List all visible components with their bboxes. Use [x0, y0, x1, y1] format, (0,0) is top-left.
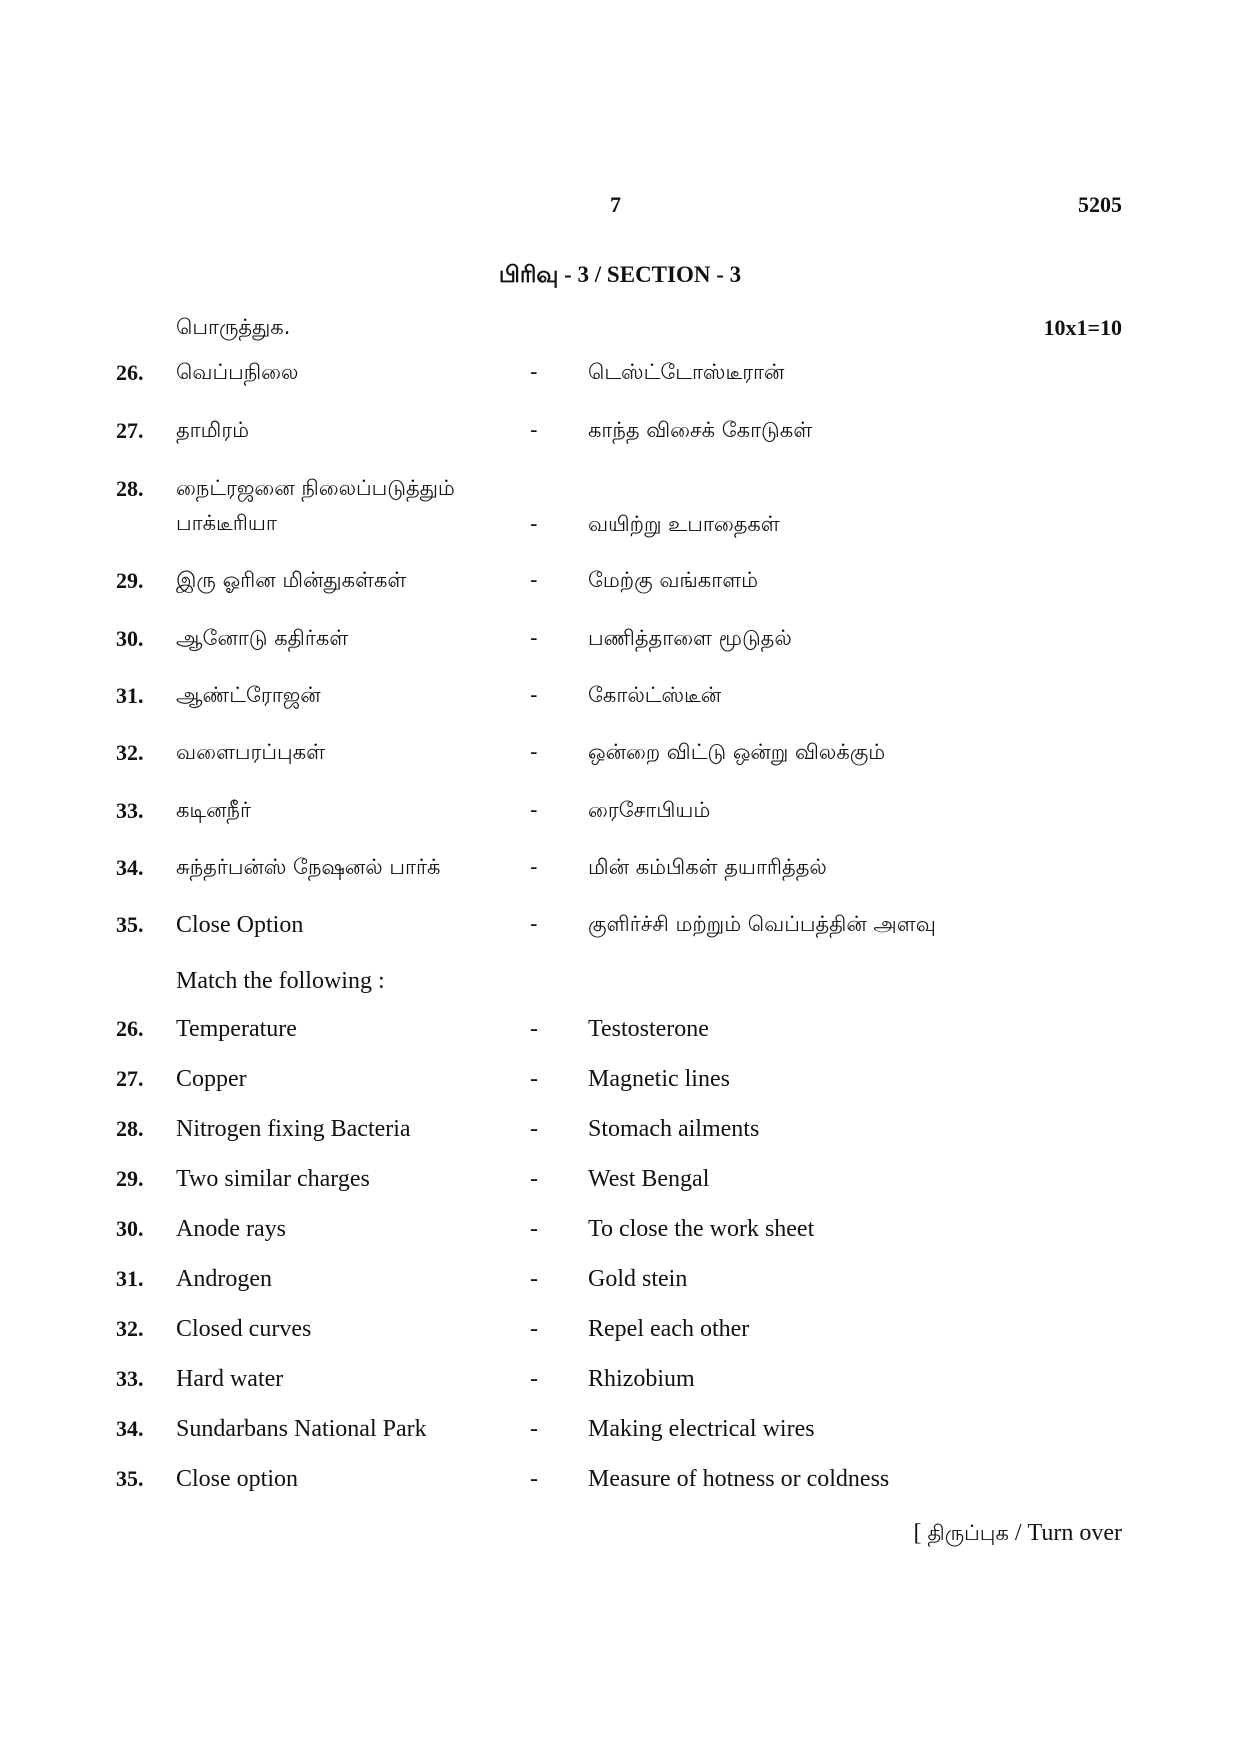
question-number: 28.: [116, 476, 144, 501]
separator-dash: -: [530, 1216, 538, 1242]
question-number: 33.: [116, 1366, 144, 1391]
left-term: Anode rays: [176, 1216, 286, 1242]
left-term: Close option: [176, 1466, 299, 1492]
separator-dash: -: [530, 1166, 538, 1192]
question-number: 31.: [116, 683, 144, 708]
left-term: Nitrogen fixing Bacteria: [176, 1116, 411, 1142]
right-term: Magnetic lines: [588, 1066, 730, 1092]
right-term: பணித்தாளை மூடுதல்: [588, 626, 792, 650]
right-term: ரைசோபியம்: [588, 798, 711, 822]
right-term: குளிர்ச்சி மற்றும் வெப்பத்தின் அளவு: [588, 912, 936, 936]
question-number: 27.: [116, 1066, 144, 1091]
list-item: [0, 1266, 1240, 1306]
list-item: [0, 683, 1240, 723]
right-term: To close the work sheet: [588, 1216, 815, 1242]
question-number: 31.: [116, 1266, 144, 1291]
list-item: [0, 1166, 1240, 1206]
right-term: Stomach ailments: [588, 1116, 760, 1142]
paper-code: 5205: [1078, 192, 1122, 217]
question-number: 35.: [116, 1466, 144, 1491]
left-term: வளைபரப்புகள்: [176, 740, 326, 764]
left-term: Close Option: [176, 912, 304, 938]
question-number: 30.: [116, 626, 144, 651]
left-term: வெப்பநிலை: [176, 360, 299, 384]
question-number: 29.: [116, 568, 144, 593]
separator-dash: -: [530, 1316, 538, 1342]
separator-dash: -: [530, 626, 538, 650]
question-number: 27.: [116, 418, 144, 443]
question-number: 26.: [116, 360, 144, 385]
right-term: Testosterone: [588, 1016, 709, 1042]
list-item: [0, 1316, 1240, 1356]
left-term: இரு ஓரின மின்துகள்கள்: [176, 568, 407, 592]
right-term: Gold stein: [588, 1266, 688, 1292]
separator-dash: -: [530, 1416, 538, 1442]
question-number: 34.: [116, 1416, 144, 1441]
right-term: ஒன்றை விட்டு ஒன்று விலக்கும்: [588, 740, 886, 764]
right-term: West Bengal: [588, 1166, 710, 1192]
separator-dash: -: [530, 683, 538, 707]
separator-dash: -: [530, 798, 538, 822]
turn-over-footer: [914, 1520, 1122, 1548]
page-number: 7: [610, 192, 621, 217]
separator-dash: -: [530, 1066, 538, 1092]
left-term-line-2: பாக்டீரியா: [176, 511, 277, 535]
left-term: Two similar charges: [176, 1166, 370, 1192]
right-term: மேற்கு வங்காளம்: [588, 568, 759, 592]
question-number: 33.: [116, 798, 144, 823]
list-item: [0, 1116, 1240, 1156]
question-number: 29.: [116, 1166, 144, 1191]
question-number: 35.: [116, 912, 144, 937]
left-term: தாமிரம்: [176, 418, 250, 442]
list-item: [0, 626, 1240, 666]
separator-dash: -: [530, 855, 538, 879]
question-number: 32.: [116, 740, 144, 765]
question-number: 26.: [116, 1016, 144, 1041]
separator-dash: -: [530, 360, 538, 384]
separator-dash: -: [530, 568, 538, 592]
left-term: கடினநீர்: [176, 798, 251, 822]
footer-separator: /: [1014, 1520, 1022, 1546]
list-item: [0, 418, 1240, 458]
left-term: [176, 476, 455, 538]
separator-dash: -: [530, 1016, 538, 1042]
right-term: காந்த விசைக் கோடுகள்: [588, 418, 813, 442]
list-item: [0, 568, 1240, 608]
section-title: பிரிவு - 3 / SECTION - 3: [498, 262, 742, 287]
marks-allocation: 10x1=10: [1043, 315, 1122, 340]
list-item: [0, 1466, 1240, 1506]
left-term: Temperature: [176, 1016, 297, 1042]
separator-dash: -: [530, 418, 538, 442]
list-item: [0, 1216, 1240, 1256]
right-term: வயிற்று உபாதைகள்: [588, 512, 780, 536]
right-term: மின் கம்பிகள் தயாரித்தல்: [588, 855, 827, 879]
separator-dash: -: [530, 1266, 538, 1292]
left-term: Sundarbans National Park: [176, 1416, 427, 1442]
left-term: ஆனோடு கதிர்கள்: [176, 626, 349, 650]
right-term: Repel each other: [588, 1316, 750, 1342]
list-item: [0, 360, 1240, 400]
separator-dash: -: [530, 1116, 538, 1142]
right-term: Measure of hotness or coldness: [588, 1466, 890, 1492]
left-term: Closed curves: [176, 1316, 312, 1342]
right-term: Making electrical wires: [588, 1416, 815, 1442]
separator-dash: -: [530, 512, 538, 536]
tamil-instruction: பொருத்துக.: [176, 315, 291, 339]
left-term: Androgen: [176, 1266, 272, 1292]
footer-bracket: [: [913, 1520, 922, 1546]
separator-dash: -: [530, 1366, 538, 1392]
separator-dash: -: [530, 740, 538, 764]
left-term: சுந்தர்பன்ஸ் நேஷனல் பார்க்: [176, 855, 441, 879]
separator-dash: -: [530, 912, 538, 936]
list-item: [0, 798, 1240, 838]
question-number: 32.: [116, 1316, 144, 1341]
left-term-line-1: நைட்ரஜனை நிலைப்படுத்தும்: [176, 476, 455, 500]
turn-over-tamil: திருப்புக: [927, 1521, 1009, 1545]
question-number: 34.: [116, 855, 144, 880]
english-instruction: Match the following :: [176, 968, 385, 994]
right-term: டெஸ்ட்டோஸ்டீரான்: [588, 360, 785, 384]
list-item: [0, 1416, 1240, 1456]
separator-dash: -: [530, 1466, 538, 1492]
list-item: [0, 1066, 1240, 1106]
left-term: ஆண்ட்ரோஜன்: [176, 683, 321, 707]
right-term: கோல்ட்ஸ்டீன்: [588, 683, 722, 707]
question-number: 30.: [116, 1216, 144, 1241]
right-term: Rhizobium: [588, 1366, 695, 1392]
list-item: [0, 855, 1240, 895]
list-item: [0, 912, 1240, 952]
list-item: [0, 740, 1240, 780]
question-number: 28.: [116, 1116, 144, 1141]
list-item: [0, 1016, 1240, 1056]
list-item: [0, 1366, 1240, 1406]
list-item: [0, 476, 1240, 556]
left-term: Copper: [176, 1066, 247, 1092]
turn-over-english: Turn over: [1027, 1520, 1122, 1546]
left-term: Hard water: [176, 1366, 284, 1392]
